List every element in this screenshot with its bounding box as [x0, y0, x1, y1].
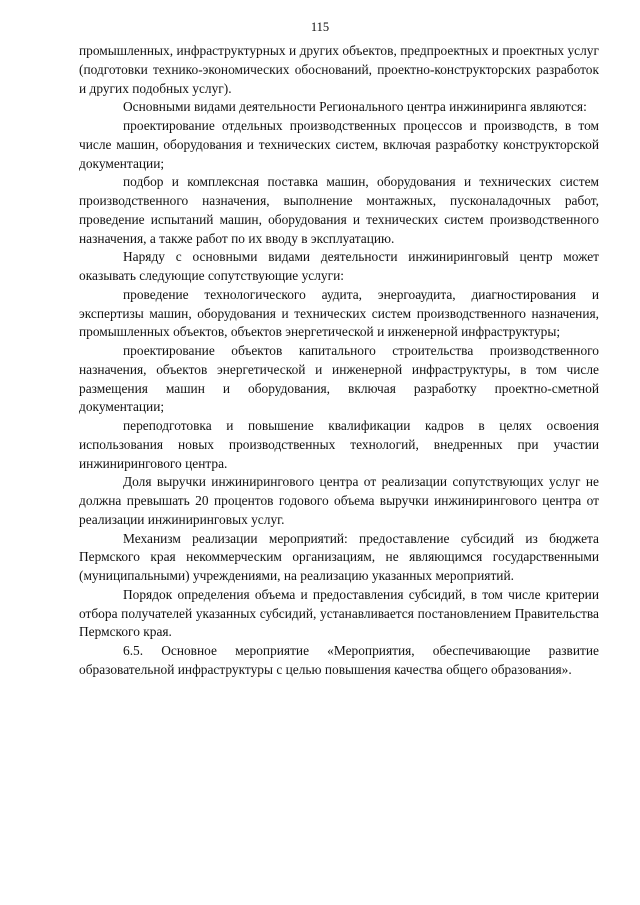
document-body [79, 42, 599, 680]
paragraph-subsidy-procedure: Порядок определения объема и предоставления субсидий, в том числе критерии отбора получателей указанных субсидий, устанавливается постановлением Правительства Пермского края. [79, 586, 599, 640]
paragraph-related-services-intro: Наряду с основными видами деятельности инжиниринговый центр может оказывать следующие сопутствующие услуги: [79, 249, 599, 283]
paragraph-activity-supply: подбор и комплексная поставка машин, оборудования и технических систем производственного назначения, выполнение монтажных, пусконаладочных работ, проведение испытаний машин, оборудования и технических систем производственного назначения, а также работ по их вводу в эксплуатацию. [79, 174, 599, 246]
paragraph-revenue-share: Доля выручки инжинирингового центра от реализации сопутствующих услуг не должна превышать 20 процентов годового объема выручки инжинирингового центра от реализации инжиниринговых услуг. [79, 474, 599, 527]
paragraph-activity-design: проектирование отдельных производственных процессов и производств, в том числе машин, оборудования и технических систем, включая разработку конструкторской документации; [79, 118, 599, 171]
paragraph-continuation: промышленных, инфраструктурных и других объектов, предпроектных и проектных услуг (подготовки технико-экономических обоснований, проектно-конструкторских разработок и других подобных услуг). [79, 43, 599, 96]
paragraph-main-activities-intro: Основными видами деятельности Регионального центра инжиниринга являются: [123, 99, 587, 115]
paragraph-service-audit: проведение технологического аудита, энергоаудита, диагностирования и экспертизы машин, оборудования и технических систем производственного назначения, промышленных объектов, объектов энергетической и инженерной инфраструктуры; [79, 286, 599, 340]
paragraph-service-capital-design: проектирование объектов капитального строительства производственного назначения, объектов энергетической и инженерной инфраструктуры, в том числе размещения машин и оборудования, включая разработку проектно-сметной документации; [79, 343, 599, 415]
paragraph-service-training: переподготовка и повышение квалификации кадров в целях освоения использования новых производственных технологий, внедренных при участии инжинирингового центра. [79, 418, 599, 471]
paragraph-main-measure-6-5: 6.5. Основное мероприятие «Мероприятия, обеспечивающие развитие образовательной инфраструктуры с целью повышения качества общего образования». [79, 643, 599, 677]
paragraph-mechanism: Механизм реализации мероприятий: предоставление субсидий из бюджета Пермского края некоммерческим организациям, не являющимся государственными (муниципальными) учреждениями, на реализацию указанных мероприятий. [79, 530, 599, 583]
page-number: 115 [310, 20, 330, 34]
